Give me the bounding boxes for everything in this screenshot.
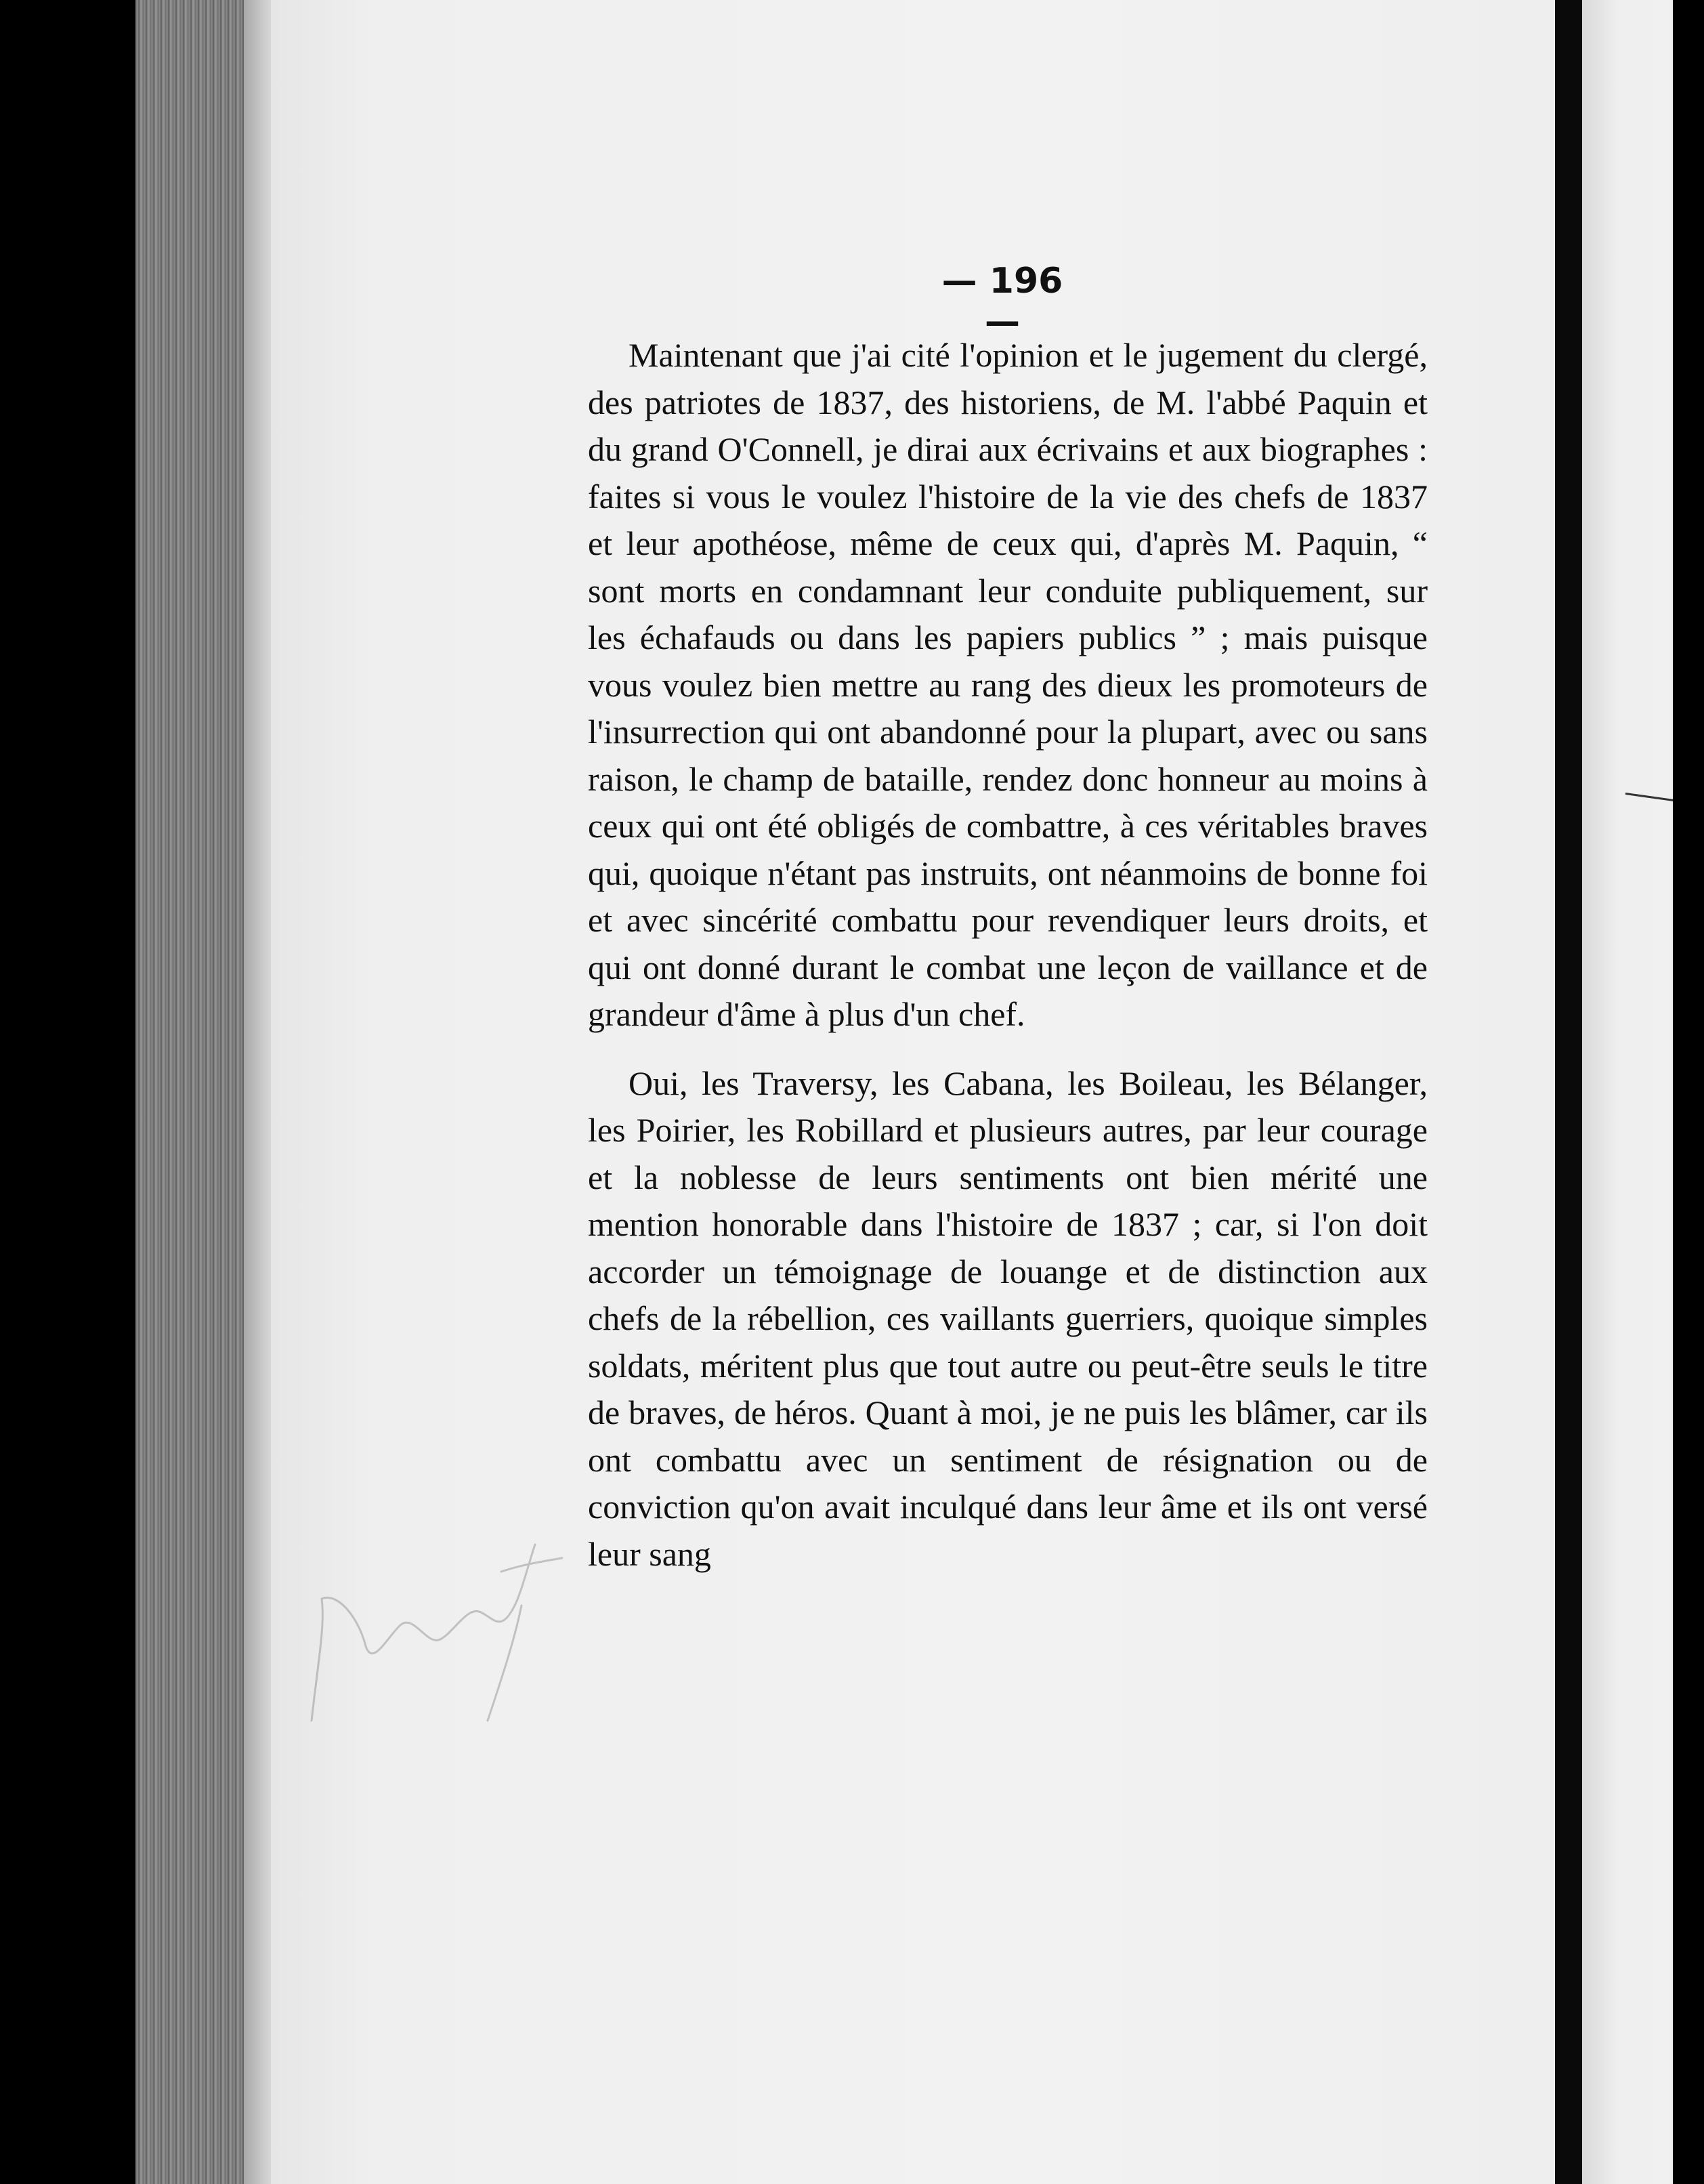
scan-border-left — [0, 0, 135, 2184]
page-number: — 196 — — [941, 261, 1063, 342]
body-text — [588, 332, 1428, 1578]
paragraph-2: Oui, les Traversy, les Cabana, les Boileau, les Bélanger, les Poirier, les Robillard et plusieurs autres, par leur courage et la noblesse de leurs sentiments ont bien mérité une mention honorable dans l'histoire de 1837 ; car, si l'on doit accorder un témoignage de louange et de distinction aux chefs de la rébellion, ces vaillants guerriers, quoique simples soldats, méritent plus que tout autre ou peut-être seuls le titre de braves, de héros. Quant à moi, je ne puis les blâmer, car ils ont combattu avec un sentiment de résignation ou de conviction qu'on avait inculqué dans leur âme et ils ont versé leur sang — [588, 1064, 1428, 1573]
scan-border-right — [1673, 0, 1704, 2184]
pencil-mark — [298, 1524, 569, 1727]
paragraph-1: Maintenant que j'ai cité l'opinion et le jugement du clergé, des patriotes de 1837, des historiens, de M. l'abbé Paquin et du grand O'Connell, je dirai aux écrivains et aux biographes : faites si vous le voulez l'histoire de la vie des chefs de 1837 et leur apothéose, même de ceux qui, d'après M. Paquin, “ sont morts en condamnant leur conduite publiquement, sur les échafauds ou dans les papiers publics ” ; mais puisque vous voulez bien mettre au rang des dieux les promoteurs de l'insurrection qui ont abandonné pour la plupart, avec ou sans raison, le champ de bataille, rendez donc honneur au moins à ceux qui ont été obligés de combattre, à ces véritables braves qui, quoique n'étant pas instruits, ont néanmoins de bonne foi et avec sincérité combattu pour revendiquer leurs droits, et qui ont donné durant le combat une leçon de vaillance et de grandeur d'âme à plus d'un chef. — [588, 336, 1428, 1033]
book-binding — [1555, 0, 1582, 2184]
book-page-edges — [135, 0, 271, 2184]
